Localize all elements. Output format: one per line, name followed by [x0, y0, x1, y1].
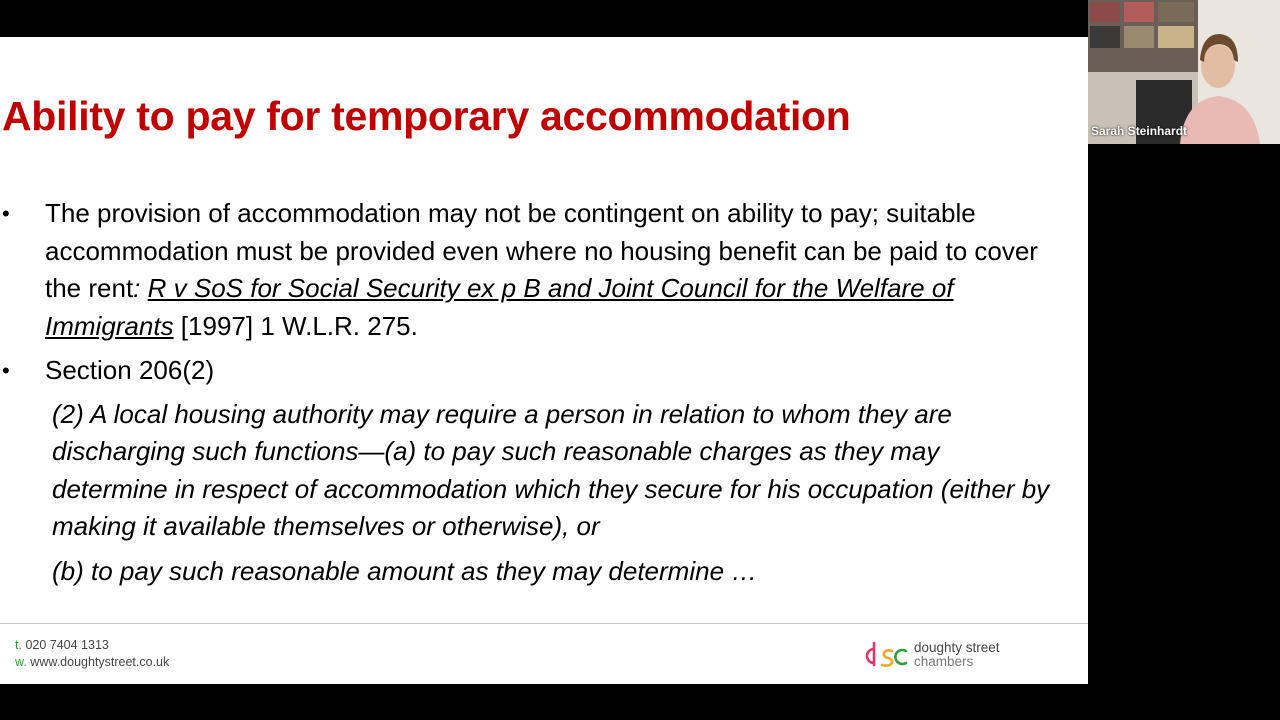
participant-name-label: Sarah Steinhardt — [1091, 124, 1188, 138]
participant-video-image — [1088, 0, 1280, 144]
bullet-icon: • — [2, 358, 10, 383]
logo-name: doughty street — [914, 640, 1000, 655]
bullet-item-2 — [0, 352, 1060, 390]
slide-body — [0, 195, 1060, 590]
presentation-slide — [0, 37, 1088, 684]
case-citation: [1997] 1 W.L.R. 275. — [173, 310, 418, 341]
footer-contact — [15, 637, 169, 671]
bullet-item-1 — [0, 195, 1060, 345]
participant-video-tile[interactable] — [1088, 0, 1280, 144]
footer-phone: t. 020 7404 1313 — [15, 638, 109, 652]
footer-divider — [0, 623, 1088, 624]
bullet-2-text: Section 206(2) — [45, 355, 215, 385]
bullet-1-colon: : — [133, 273, 148, 303]
case-reference: R v SoS for Social Security ex p B and Joint Council for the Welfare of Immigrants — [45, 273, 954, 341]
slide-title: Ability to pay for temporary accommodation — [2, 93, 851, 139]
footer-website: w. www.doughtystreet.co.uk — [15, 655, 170, 669]
dsc-logo-icon — [862, 639, 908, 671]
statute-quote-b: (b) to pay such reasonable amount as they may determine … — [52, 555, 758, 586]
bullet-icon: • — [2, 201, 10, 226]
statute-quote-a: (2) A local housing authority may require a person in relation to whom they are discharging such functions—(a) to pay such reasonable charges as they may determine in respect of accommodation which they secure for his occupation (either by making it available themselves or otherwise), or — [52, 398, 1050, 541]
bullet-1-text: The provision of accommodation may not be contingent on ability to pay; suitable accommodation must be provided even where no housing benefit can be paid to cover the rent — [45, 198, 1038, 303]
logo-subname: chambers — [914, 654, 974, 669]
doughty-street-logo — [862, 635, 1000, 675]
